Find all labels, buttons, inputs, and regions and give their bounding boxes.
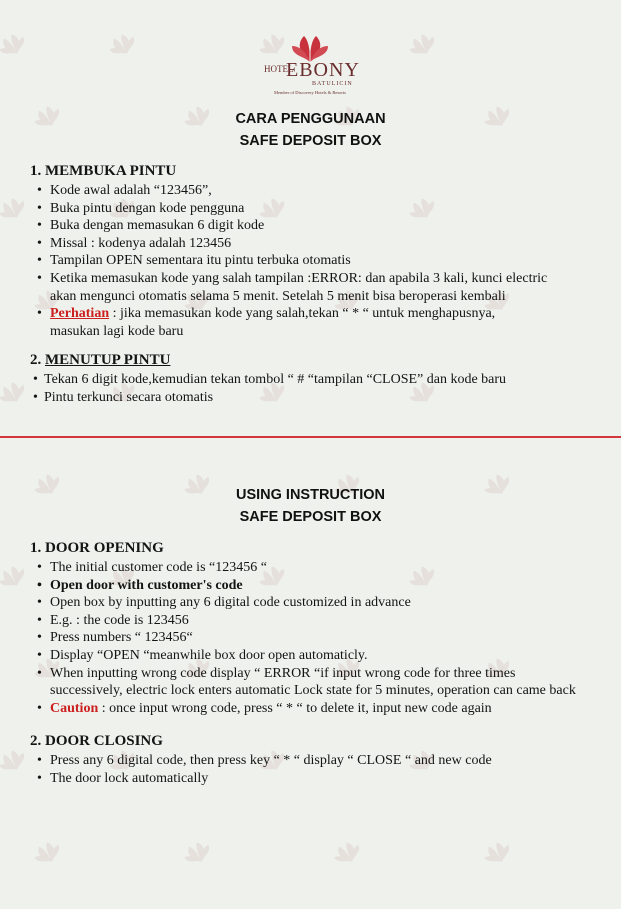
watermark-logo-icon xyxy=(177,777,342,909)
en-close-list xyxy=(30,752,615,787)
en-title-line1: USING INSTRUCTION xyxy=(235,487,386,503)
logo-name-text: EBONY xyxy=(286,59,360,81)
en-open-list xyxy=(30,559,615,717)
section-divider xyxy=(0,436,621,438)
watermark-logo-icon xyxy=(102,0,267,101)
note-item: • Perhatian : jika memasukan kode yang salah,tekan “ * “ untuk menghapusnya, xyxy=(30,305,615,323)
list-item: • Missal : kodenya adalah 123456 xyxy=(30,235,615,253)
note-item: • Caution : once input wrong code, press “ * “ to delete it, input new code again xyxy=(30,700,615,718)
id-title-line2: SAFE DEPOSIT BOX xyxy=(239,133,382,149)
list-item: • Press any 6 digital code, then press key “ * “ display “ CLOSE “ and new code xyxy=(30,752,615,770)
logo-member-text: Member of Discovery Hotels & Resorts xyxy=(274,90,346,95)
list-item: • Pintu terkunci secara otomatis xyxy=(30,389,615,407)
watermark-logo-icon xyxy=(27,41,192,173)
en-close-section xyxy=(30,733,615,787)
id-close-list xyxy=(30,371,615,406)
en-open-section xyxy=(30,540,615,717)
list-item-continuation: successively, electric lock enters automatic Lock state for 5 minutes, operation can came back xyxy=(50,683,576,699)
list-item: • Kode awal adalah “123456”, xyxy=(30,182,615,200)
list-item: • Press numbers “ 123456“ xyxy=(30,629,615,647)
list-item: • When inputting wrong code display “ ERROR “if input wrong code for three times xyxy=(30,665,615,683)
list-item: • E.g. : the code is 123456 xyxy=(30,612,615,630)
list-item: • Open door with customer's code xyxy=(30,577,615,595)
id-open-section xyxy=(30,163,615,340)
id-open-heading: 1. MEMBUKA PINTU xyxy=(30,163,177,179)
hotel-logo xyxy=(262,30,358,98)
en-close-heading: 2. DOOR CLOSING xyxy=(30,733,163,749)
id-close-heading: 2. MENUTUP PINTU xyxy=(30,352,171,368)
list-item-continuation: akan mengunci otomatis selama 5 menit. Setelah 5 menit bisa beroperasi kembali xyxy=(50,288,506,304)
logo-hotel-text: HOTEL xyxy=(264,64,294,74)
watermark-logo-icon xyxy=(0,0,158,101)
list-item: • Buka pintu dengan kode pengguna xyxy=(30,200,615,218)
list-item: • Open box by inputting any 6 digital code customized in advance xyxy=(30,594,615,612)
watermark-logo-icon xyxy=(477,777,621,909)
id-close-section xyxy=(30,352,615,406)
en-title-line2: SAFE DEPOSIT BOX xyxy=(239,509,382,525)
note-continuation: masukan lagi kode baru xyxy=(50,323,184,339)
list-item: • Ketika memasukan kode yang salah tampilan :ERROR: dan apabila 3 kali, kunci electric xyxy=(30,270,615,288)
en-open-heading: 1. DOOR OPENING xyxy=(30,540,164,556)
list-item: • Display “OPEN “meanwhile box door open automaticly. xyxy=(30,647,615,665)
watermark-logo-icon xyxy=(27,777,192,909)
list-item: • The door lock automatically xyxy=(30,770,615,788)
list-item: • Tekan 6 digit kode,kemudian tekan tombol “ # “tampilan “CLOSE” dan kode baru xyxy=(30,371,615,389)
note-label: Caution xyxy=(50,700,99,716)
list-item: • The initial customer code is “123456 “ xyxy=(30,559,615,577)
list-item: • Buka dengan memasukan 6 digit kode xyxy=(30,217,615,235)
id-open-list xyxy=(30,182,615,340)
watermark-logo-icon xyxy=(402,0,567,101)
watermark-logo-icon xyxy=(327,777,492,909)
note-label: Perhatian xyxy=(50,306,110,322)
id-title-line1: CARA PENGGUNAAN xyxy=(235,111,386,127)
list-item: • Tampilan OPEN sementara itu pintu terbuka otomatis xyxy=(30,252,615,270)
watermark-logo-icon xyxy=(477,41,621,173)
logo-city-text: BATULICIN xyxy=(312,81,353,87)
